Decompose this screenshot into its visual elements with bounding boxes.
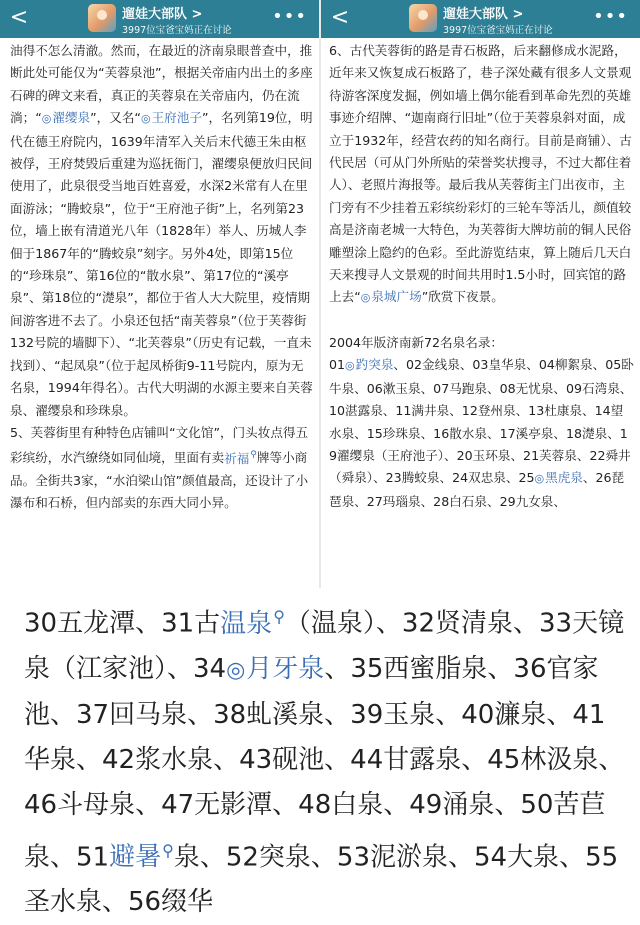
location-link[interactable]: ◎ 濯缨泉	[42, 110, 90, 125]
ellipsis-icon[interactable]: •••	[272, 6, 307, 27]
chat-screenshot-right	[321, 0, 640, 588]
text-run: 油得不怎么清澈。然而，在最近的济南泉眼普查中，推断此处可能仅为“芙蓉泉池”，根据关帝庙内出土的多座石碑的碑文来看，真正的芙蓉泉在关帝庙内，仍在流淌；“	[10, 43, 313, 126]
zoomed-spring-list	[0, 590, 640, 918]
chat-header	[321, 0, 640, 38]
text-run: 、35西蜜脂泉、36官家池、37回马泉、38虬溪泉、39玉泉、40濂泉、41华泉、42浆水泉、43砚池、44甘露泉、45林汲泉、46斗母泉、47无影潭、48白泉、49涌泉、50苦苣泉、51	[24, 653, 625, 873]
article-text-right	[321, 38, 640, 513]
member-status: 3997位宝爸宝妈正在讨论	[443, 25, 553, 36]
text-run: 6、古代芙蓉街的路是青石板路，后来翻修成水泥路，近年来又恢复成石板路了，巷子深处藏有很多人文景观待游客深度发掘，例如墙上偶尔能看到革命先烈的英雄事迹介绍牌、“迦南商行旧址”（位于芙蓉泉斜对面，成立于1932年，经营农药的知名商行。目前是商铺）、古代民居（可从门外所贴的荣誉奖状搜寻，不过大都住着人）、老照片海报等。最后我从芙蓉街主门出夜市，主门旁有不少挂着五彩缤纷彩灯的三轮车等活儿，颜值较高是济南老城一大特色，为芙蓉街大牌坊前的铜人民俗雕塑涂上隐约的色彩。至此游览结束，算上随后几天白天来搜寻人文景观的时间共用时1.5小时，回宾馆的路上去“	[329, 43, 632, 305]
ellipsis-icon[interactable]: •••	[593, 6, 628, 27]
text-run: 2004年版济南新72名泉名录：	[329, 334, 504, 350]
group-avatar[interactable]	[88, 4, 116, 32]
text-run: 泉、52突泉、53泥淤泉、54大泉、55圣水泉、56缀华	[24, 842, 619, 918]
location-link[interactable]: ◎ 泉城广场	[361, 289, 422, 304]
text-run: 5、芙蓉街里有种特色店铺叫“文化馆”，门头妆点得五彩缤纷，水汽缭绕如同仙境，里面有卖	[10, 424, 309, 466]
search-link[interactable]: 避暑 ⚲	[109, 842, 174, 872]
text-run: ”，又名“	[90, 110, 141, 126]
location-link[interactable]: ◎ 月牙泉	[226, 654, 324, 684]
search-link[interactable]: 温泉 ⚲	[220, 609, 285, 639]
text-run: 、26琵琶泉、27玛瑙泉、28白石泉、29九女泉、	[329, 470, 625, 509]
chevron-left-icon[interactable]: <	[330, 5, 350, 30]
search-link[interactable]: 祈福 ⚲	[224, 451, 257, 466]
text-run: 30五龙潭、31古	[24, 608, 221, 639]
article-text-left	[0, 38, 319, 515]
text-run: 牌等小商品。全街共3家，“水泊梁山馆”颜值最高，还设计了小瀑布和石桥，但内部卖的东西大同小异。	[10, 450, 309, 511]
group-avatar[interactable]	[409, 4, 437, 32]
text-run: ”欣赏下夜景。	[421, 289, 504, 305]
text-run: 、02金线泉、03皇华泉、04柳絮泉、05卧牛泉、06漱玉泉、07马跑泉、08无忧泉、09石湾泉、10湛露泉、11满井泉、12登州泉、13杜康泉、14望水泉、15珍珠泉、16散水泉、17溪亭泉、18濋泉、19濯缨泉（王府池子）、20玉环泉、21芙蓉泉、22舜井（舜泉）、23腾蛟泉、24双忠泉、25	[329, 357, 634, 486]
group-name[interactable]: 遛娃大部队 >	[122, 7, 203, 22]
location-link[interactable]: ◎ 王府池子	[141, 110, 202, 125]
location-link[interactable]: ◎ 趵突泉	[345, 357, 393, 372]
chevron-left-icon[interactable]: <	[9, 5, 29, 30]
text-run: ”，名列第19位，明代在德王府院内，1639年清军入关后末代德王朱由枢被俘，王府焚毁后重建为巡抚衙门，濯缨泉便放归民间使用了，此泉很受当地百姓喜爱，水深2米常有人在里面游泳；“腾蛟泉”，位于“王府池子街”上，名列第23位，墙上嵌有清道光八年（1828年）举人、历城人李佃于1867年的“腾蛟泉”刻字。另外4处，即第15位的“珍珠泉”、第16位的“散水泉”、第17位的“溪亭泉”、第18位的“濋泉”，都位于省人大大院里，疫情期间游客进不去了。小泉还包括“南芙蓉泉”（位于芙蓉街132号院的墙脚下）、“北芙蓉泉”（历史有记载，一直未找到）、“起凤泉”（位于起凤桥街9-11号院内，原为无名泉，1994年得名）。古代大明湖的水源主要来自芙蓉泉、濯缨泉和珍珠泉。	[10, 110, 313, 418]
blank-line	[329, 310, 634, 332]
member-status: 3997位宝爸宝妈正在讨论	[122, 25, 232, 36]
group-name[interactable]: 遛娃大部队 >	[443, 7, 524, 22]
location-link[interactable]: ◎ 黑虎泉	[535, 470, 583, 485]
text-run: （温泉）、32贤清泉、33天镜泉（江家池）、34	[24, 608, 625, 684]
chat-header	[0, 0, 319, 38]
chat-screenshot-left	[0, 0, 319, 588]
text-run: 01	[329, 357, 346, 373]
